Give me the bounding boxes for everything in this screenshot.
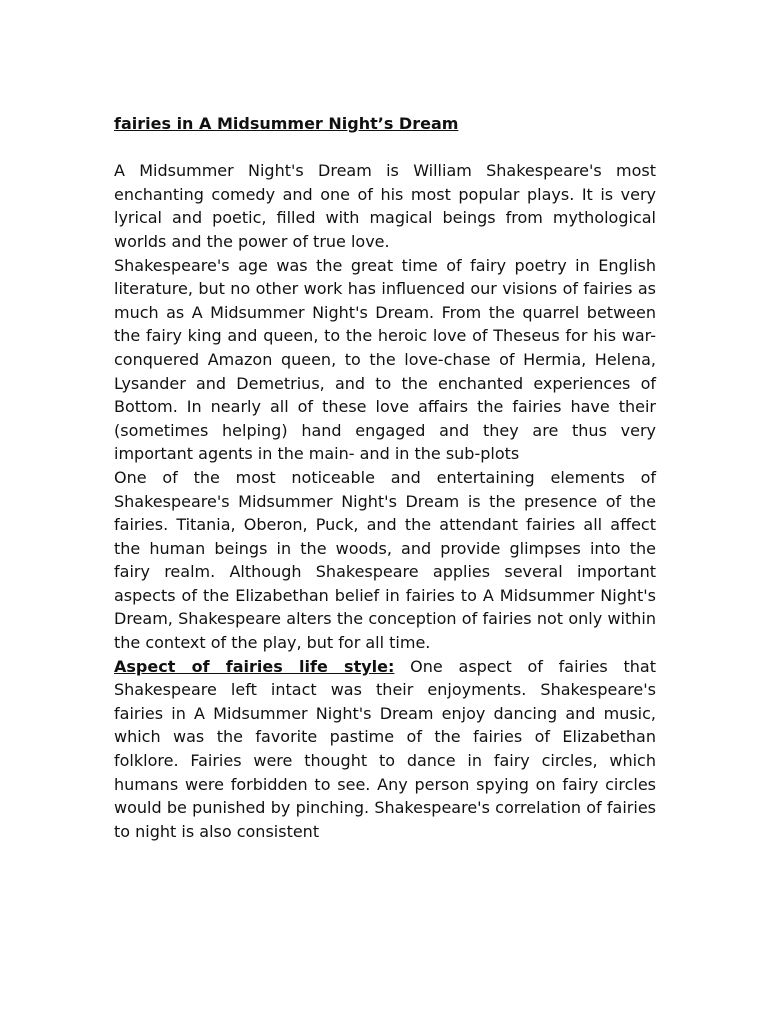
document-title: fairies in A Midsummer Night’s Dream xyxy=(114,114,459,133)
paragraph-fairy-poetry: Shakespeare's age was the great time of fairy poetry in English literature, but no other work has influenced our visions of fairies as much as A Midsummer Night's Dream. From the quarrel between the fairy king and queen, to the heroic love of Theseus for his war-conquered Amazon queen, to the love-chase of Hermia, Helena, Lysander and Demetrius, and to the enchanted experiences of Bottom. In nearly all of these love affairs the fairies have their (sometimes helping) hand engaged and they are thus very important agents in the main- and in the sub-plots xyxy=(114,255,656,464)
paragraph-intro: A Midsummer Night's Dream is William Shakespeare's most enchanting comedy and one of his most popular plays. It is very lyrical and poetic, filled with magical beings from mythological worlds and the power of true love. xyxy=(114,161,656,251)
section-text: One aspect of fairies that Shakespeare left intact was their enjoyments. Shakespeare's fairies in A Midsummer Night's Dream enjoy dancing and music, which was the favorite pastime of the fairies of Elizabethan folklore. Fairies were thought to dance in fairy circles, which humans were forbidden to see. Any person spying on fairy circles would be punished by pinching. Shakespeare's correlation of fairies to night is also consistent xyxy=(114,656,657,841)
paragraph-fairies-presence: One of the most noticeable and entertaining elements of Shakespeare's Midsummer Night's Dream is the presence of the fairies. Titania, Oberon, Puck, and the attendant fairies all affect the human beings in the woods, and provide glimpses into the fairy realm. Although Shakespeare applies several important aspects of the Elizabethan belief in fairies to A Midsummer Night's Dream, Shakespeare alters the conception of fairies not only within the context of the play, but for all time. xyxy=(114,467,656,653)
section-heading: Aspect of fairies life style: xyxy=(114,656,395,676)
document-body xyxy=(114,112,656,843)
paragraph-life-style xyxy=(114,655,656,844)
